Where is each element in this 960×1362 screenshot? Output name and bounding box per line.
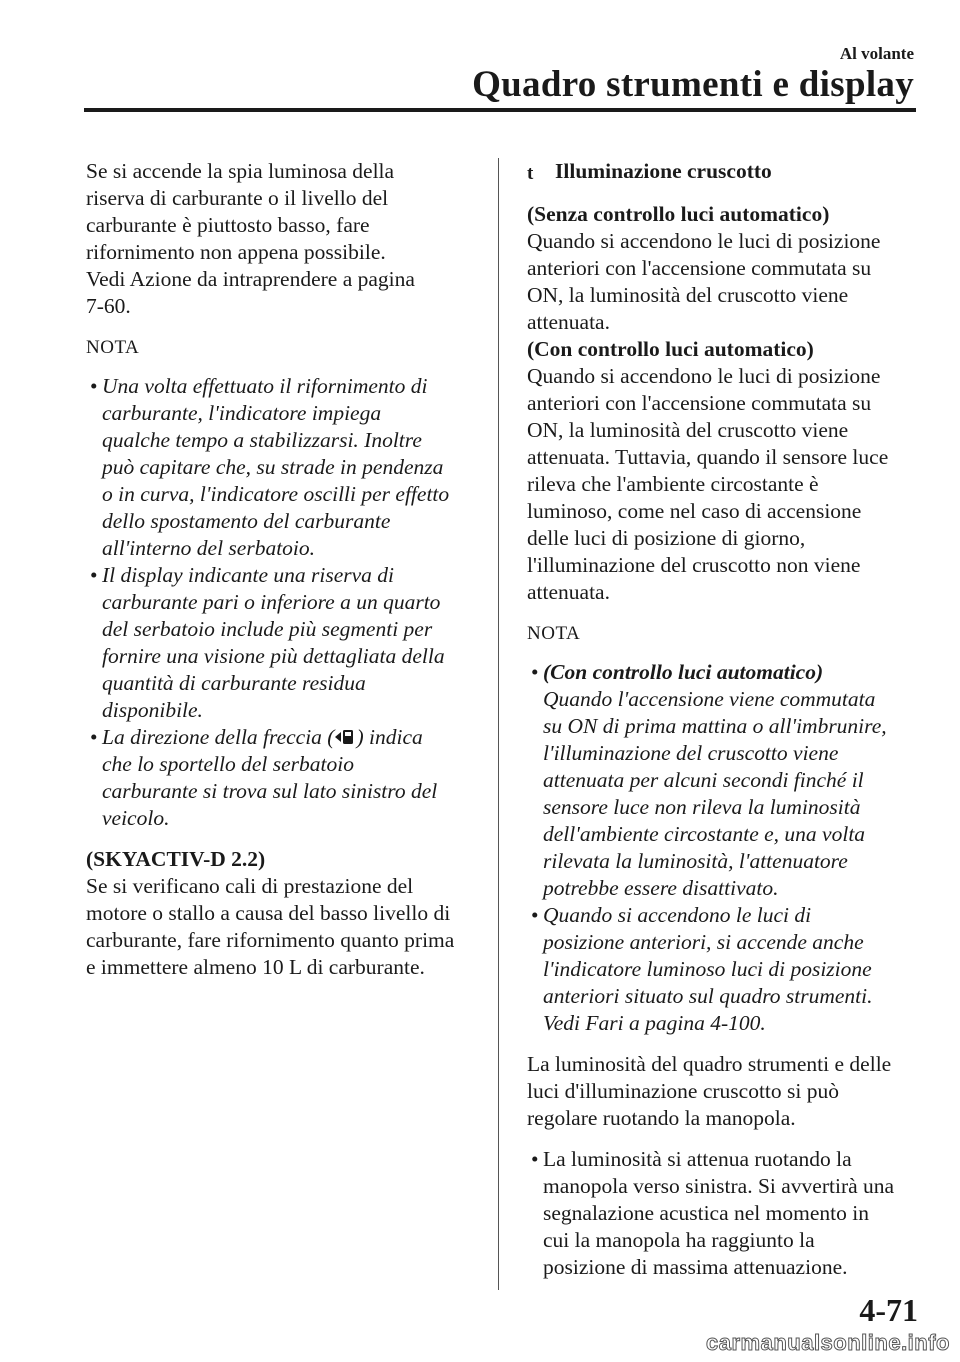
bullet: •: [90, 374, 98, 398]
subheading-without-auto: (Senza controllo luci automatico): [527, 202, 830, 226]
bullet: •: [531, 1147, 539, 1171]
note-label: NOTA: [86, 337, 140, 358]
column-divider: [498, 158, 499, 1290]
list-item: • La direzione della freccia ( ) indica che lo sportello del serbatoio carburante si trova sul lato sinistro del veicolo.: [90, 725, 438, 830]
list-item: • Quando si accendono le luci di posizione anteriori, si accende anche l'indicatore luminoso luci di posizione anteriori situato sul quadro strumenti. Vedi Fari a pagina 4-100.: [531, 903, 873, 1035]
list-item: • (Con controllo luci automatico) Quando l'accensione viene commutata su ON di prima mattina o all'imbrunire, l'illuminazione del cruscotto viene attenuata per alcuni secondi finché il sensore luce non rileva la luminosità dell'ambiente circostante e, una volta rilevata la luminosità, l'attenuatore potrebbe essere disattivato.: [531, 660, 887, 900]
left-column: [86, 158, 474, 995]
skyactiv-heading: (SKYACTIV-D 2.2): [86, 847, 266, 871]
bullet: •: [90, 725, 98, 749]
bullet: •: [90, 563, 98, 587]
heading-marker-icon: t: [527, 163, 534, 184]
section-label: Al volante: [839, 44, 914, 63]
section-heading: t Illuminazione cruscotto: [527, 158, 922, 185]
with-auto-paragraph: Quando si accendono le luci di posizione anteriori con l'accensione commutata su ON, la luminosità del cruscotto viene attenuata. Tuttavia, quando il sensore luce rileva che l'ambiente circostante è luminoso, come nel caso di accensione delle luci di posizione di giorno, l'illuminazione del cruscotto non viene attenuata.: [527, 364, 889, 604]
page-number: 4-71: [859, 1292, 918, 1328]
subheading-with-auto: (Con controllo luci automatico): [527, 337, 814, 361]
bullet: •: [531, 903, 539, 927]
note-list: [527, 659, 922, 1037]
bullet: •: [531, 660, 539, 684]
fuel-warning-paragraph: Se si accende la spia luminosa della riserva di carburante o il livello del carburante è piuttosto basso, fare rifornimento non appena possibile. Vedi Azione da intraprendere a pagina 7-60.: [86, 159, 415, 318]
fuel-door-arrow-icon: [334, 727, 356, 747]
right-column: [527, 158, 922, 1295]
list-item: • Il display indicante una riserva di carburante pari o inferiore a un quarto del serbatoio include più segmenti per fornire una visione più dettagliata della quantità di carburante residua disponibile.: [90, 563, 445, 722]
list-item: • Una volta effettuato il rifornimento di carburante, l'indicatore impiega qualche tempo a stabilizzarsi. Inoltre può capitare che, su strade in pendenza o in curva, l'indicatore oscilli per effetto dello spostamento del carburante all'interno del serbatoio.: [90, 374, 450, 560]
skyactiv-paragraph: Se si verificano cali di prestazione del motore o stallo a causa del basso livello di carburante, fare rifornimento quanto prima e immettere almeno 10 L di carburante.: [86, 874, 455, 979]
list-item: • La luminosità si attenua ruotando la manopola verso sinistra. Si avvertirà una segnalazione acustica nel momento in cui la manopola ha raggiunto la posizione di massima attenuazione.: [531, 1147, 895, 1279]
without-auto-paragraph: Quando si accendono le luci di posizione anteriori con l'accensione commutata su ON, la luminosità del cruscotto viene attenuata.: [527, 229, 881, 334]
header-rule: [84, 108, 916, 112]
page-title: Quadro strumenti e display: [472, 64, 914, 105]
brightness-list: [527, 1146, 922, 1281]
note-list: [86, 373, 474, 832]
watermark: carmanualsonline.info: [706, 1330, 950, 1355]
brightness-paragraph: La luminosità del quadro strumenti e delle luci d'illuminazione cruscotto si può regolare ruotando la manopola.: [527, 1052, 892, 1130]
note-label: NOTA: [527, 623, 581, 644]
